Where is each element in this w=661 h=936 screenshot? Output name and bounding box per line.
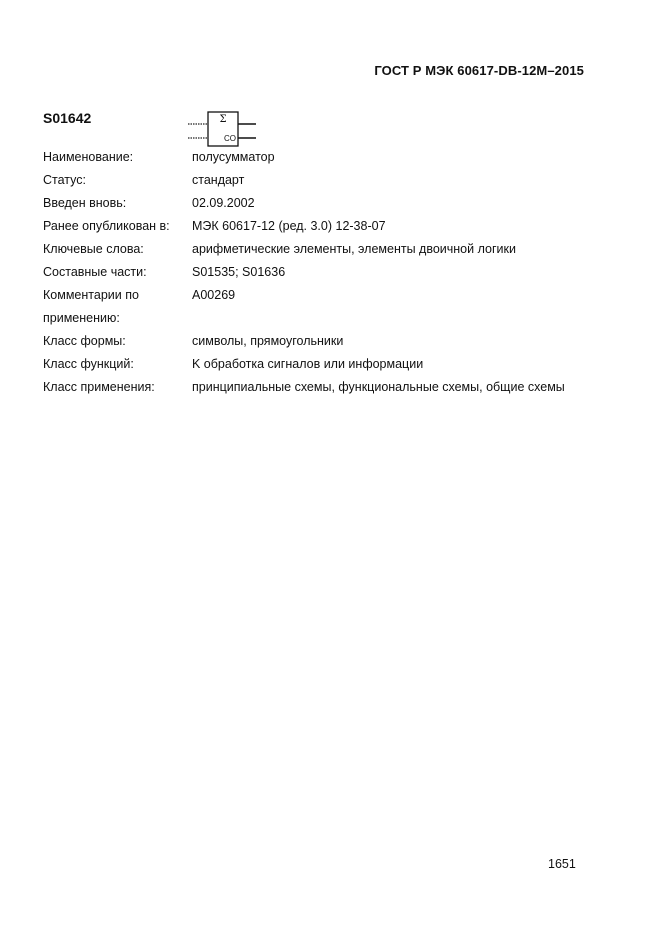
field-value: МЭК 60617-12 (ред. 3.0) 12-38-07 bbox=[192, 219, 386, 233]
field-value: символы, прямоугольники bbox=[192, 334, 344, 348]
field-label: Статус: bbox=[43, 173, 86, 187]
field-row-introduced bbox=[43, 192, 603, 215]
document-header: ГОСТ Р МЭК 60617-DB-12M–2015 bbox=[374, 63, 584, 78]
field-value: полусумматор bbox=[192, 150, 275, 164]
field-label: Ключевые слова: bbox=[43, 242, 144, 256]
field-row-status bbox=[43, 169, 603, 192]
field-value: K обработка сигналов или информации bbox=[192, 357, 424, 371]
field-label-continuation: применению: bbox=[43, 311, 120, 325]
field-value: S01535; S01636 bbox=[192, 265, 286, 279]
page-number: 1651 bbox=[548, 857, 576, 871]
field-row-keywords bbox=[43, 238, 603, 261]
field-row-previously-published bbox=[43, 215, 603, 238]
field-value: принципиальные схемы, функциональные схемы, общие схемы bbox=[192, 380, 565, 394]
field-label: Комментарии по bbox=[43, 288, 139, 302]
field-row-function-class bbox=[43, 353, 603, 376]
field-value: стандарт bbox=[192, 173, 245, 187]
field-value: 02.09.2002 bbox=[192, 196, 255, 210]
field-row-shape-class bbox=[43, 330, 603, 353]
field-label: Класс функций: bbox=[43, 357, 134, 371]
field-value: A00269 bbox=[192, 288, 236, 302]
field-value: арифметические элементы, элементы двоичной логики bbox=[192, 242, 516, 256]
field-label: Класс формы: bbox=[43, 334, 126, 348]
field-label: Наименование: bbox=[43, 150, 134, 164]
field-row-application-notes bbox=[43, 284, 603, 307]
carry-output-label: CO bbox=[224, 134, 236, 143]
symbol-code: S01642 bbox=[43, 110, 92, 126]
field-label: Класс применения: bbox=[43, 380, 155, 394]
field-row-name bbox=[43, 146, 603, 169]
field-label: Составные части: bbox=[43, 265, 147, 279]
half-adder-symbol-icon bbox=[188, 108, 260, 148]
field-row-application-class bbox=[43, 376, 603, 399]
field-label: Ранее опубликован в: bbox=[43, 219, 170, 233]
field-label: Введен вновь: bbox=[43, 196, 127, 210]
sigma-label: Σ bbox=[219, 114, 227, 125]
field-row-components bbox=[43, 261, 603, 284]
